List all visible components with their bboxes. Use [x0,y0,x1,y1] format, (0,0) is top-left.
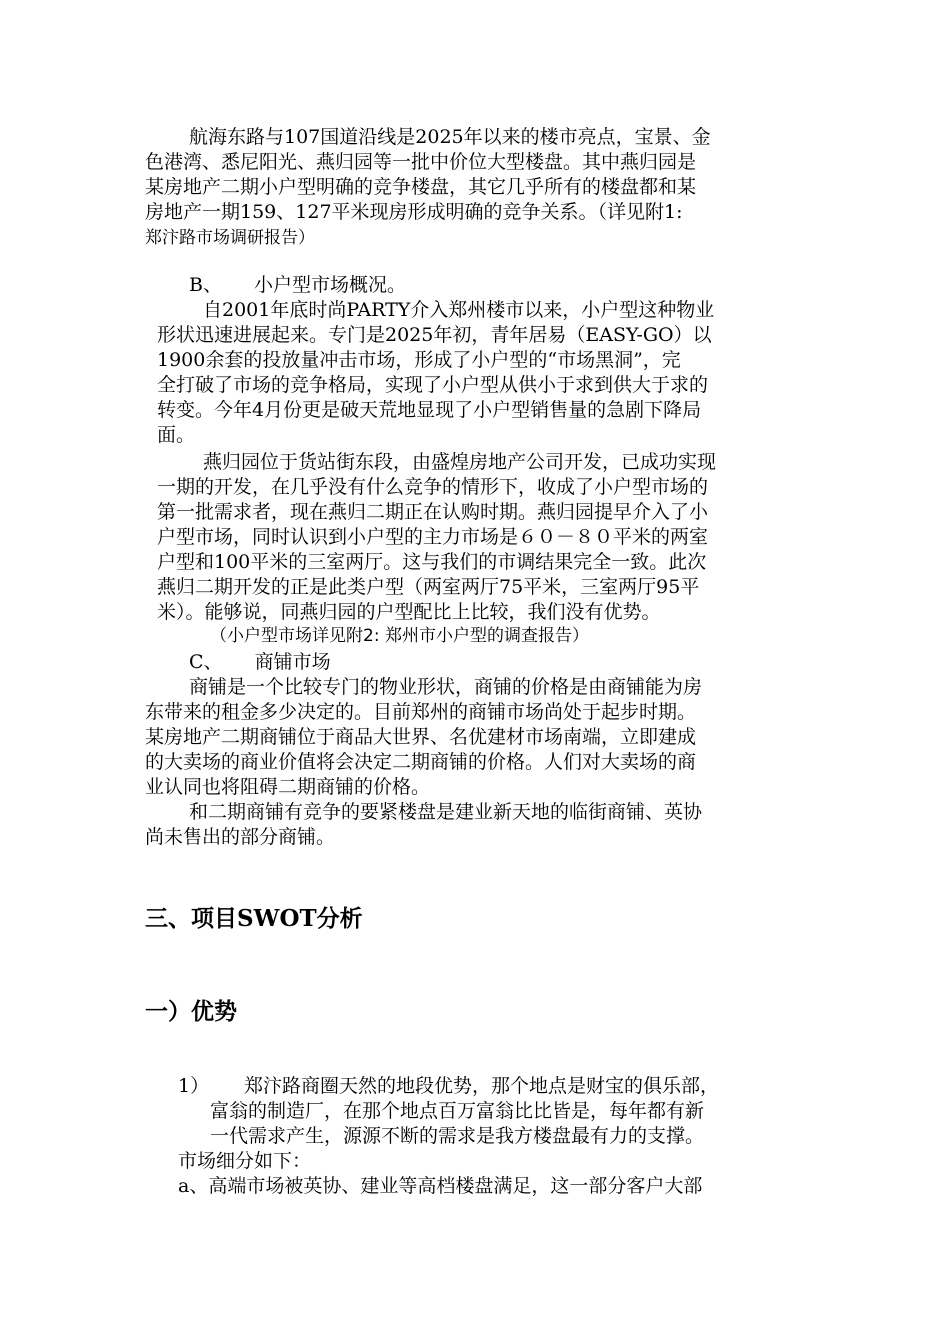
text-line: 燕归二期开发的正是此类户型（两室两厅75平米，三室两厅95平 [157,576,700,598]
text-line: 航海东路与107国道沿线是2025年以来的楼市亮点，宝景、金 [189,126,711,148]
text-line: 一代需求产生，源源不断的需求是我方楼盘最有力的支撑。 [210,1125,705,1147]
text-line: 郑汴路商圈天然的地段优势，那个地点是财宝的俱乐部， [244,1075,720,1097]
heading-swot-analysis: 三、项目SWOT分析 [145,905,363,932]
text-line: 富翁的制造厂，在那个地点百万富翁比比皆是，每年都有新 [210,1100,705,1122]
text-line: 尚未售出的部分商铺。 [145,826,336,848]
text-line: 东带来的租金多少决定的。目前郑州的商铺市场尚处于起步时期。 [145,701,697,723]
text-line: 色港湾、悉尼阳光、燕归园等一批中价位大型楼盘。其中燕归园是 [145,151,697,173]
text-line: 面。 [157,424,196,446]
paragraph-highway-market [145,125,711,225]
section-b-heading [189,273,406,298]
segment-intro: 市场细分如下： [178,1150,312,1172]
text-line: 自2001年底时尚PARTY介入郑州楼市以来，小户型这种物业 [203,299,715,321]
text-line: 的大卖场的商业价值将会决定二期商铺的价格。人们对大卖场的商 [145,751,697,773]
text-line: 米）。能够说，同燕归园的户型配比上比较，我们没有优势。 [157,601,661,623]
text-line: 某房地产二期商铺位于商品大世界、名优建材市场南端，立即建成 [145,726,697,748]
paragraph-small-unit-overview [157,298,714,448]
text-line: 一期的开发，在几乎没有什么竞争的情形下，收成了小户型市场的 [157,476,709,498]
paragraph-shop-market [145,675,702,800]
section-c-label: C、 [189,651,223,673]
text-line: 1900余套的投放量冲击市场，形成了小户型的“市场黑洞”，完 [157,349,681,371]
item-number: 1） [178,1075,210,1097]
segment-a: a、高端市场被英协、建业等高档楼盘满足，这一部分客户大部 [178,1175,703,1197]
strength-item-1 [178,1074,719,1149]
text-line: 全打破了市场的竞争格局，实现了小户型从供小于求到供大于求的 [157,374,709,396]
text-line: 房地产一期159、127平米现房形成明确的竞争关系。（详见附1: [145,201,683,223]
report-reference: 郑汴路市场调研报告） [145,228,315,248]
section-c-heading [189,650,331,675]
paragraph-shop-competitors [145,800,702,850]
section-b-title: 小户型市场概况。 [254,274,407,296]
text-line: 户型和100平米的三室两厅。这与我们的市调结果完全一致。此次 [157,551,707,573]
text-line: 形状迅速进展起来。专门是2025年初，青年居易（EASY-GO）以 [157,324,712,346]
text-line: 业认同也将阻碍二期商铺的价格。 [145,776,431,798]
section-c-title: 商铺市场 [254,651,331,673]
text-line: 燕归园位于货站街东段，由盛煌房地产公司开发，已成功实现 [203,451,717,473]
section-b-label: B、 [189,274,222,296]
paragraph-yanguiyuan [157,450,716,625]
text-line: 转变。今年4月份更是破天荒地显现了小户型销售量的急剧下降局 [157,399,702,421]
small-unit-report-reference: （小户型市场详见附2: 郑州市小户型的调查报告） [210,626,589,646]
text-line: 和二期商铺有竞争的要紧楼盘是建业新天地的临街商铺、英协 [189,801,703,823]
text-line: 某房地产二期小户型明确的竞争楼盘，其它几乎所有的楼盘都和某 [145,176,697,198]
text-line: 商铺是一个比较专门的物业形状，商铺的价格是由商铺能为房 [189,676,703,698]
text-line: 第一批需求者，现在燕归二期正在认购时期。燕归园提早介入了小 [157,501,709,523]
heading-strengths: 一）优势 [145,998,237,1025]
text-line: 户型市场，同时认识到小户型的主力市场是６０－８０平米的两室 [157,526,709,548]
